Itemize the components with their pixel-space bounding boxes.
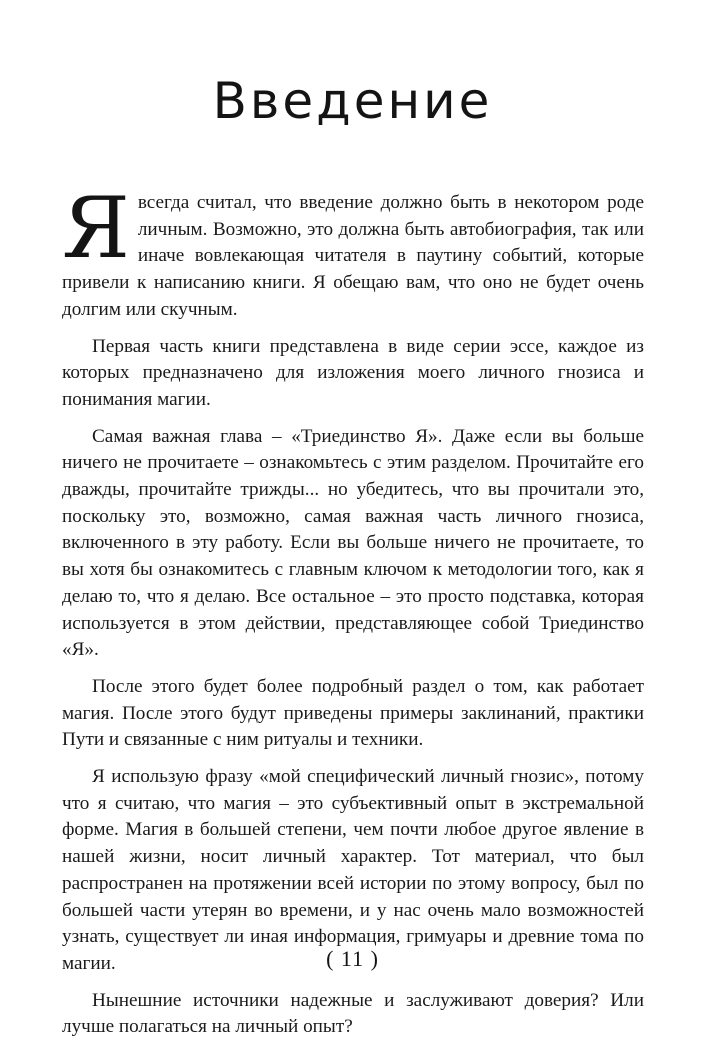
- paragraph-2: Первая часть книги представлена в виде серии эссе, каждое из которых предназначено для изложения моего личного гнозиса и понимания магии.: [62, 335, 644, 410]
- paragraph-3: Самая важная глава – «Триединство Я». Даже если вы больше ничего не прочитаете – ознакомьтесь с этим разделом. Прочитайте его дважды, прочитайте трижды... но убедитесь, что вы прочитали это, поскольку это, возможно, самая важная часть личного гнозиса, включенного в эту работу. Если вы больше ничего не прочитаете, то вы хотя бы ознакомитесь с главным ключом к методологии того, как я делаю то, что я делаю. Все остальное – это просто подставка, которая используется в этом действии, представляющее собой Триединство «Я».: [62, 425, 644, 661]
- paragraph-1: [62, 179, 644, 324]
- paragraph-4: После этого будет более подробный раздел о том, как работает магия. После этого будут приведены примеры заклинаний, практики Пути и связанные с ним ритуалы и техники.: [62, 675, 644, 751]
- chapter-title: Введение: [212, 72, 493, 130]
- paragraph-6: Нынешние источники надежные и заслуживают доверия? Или лучше полагаться на личный опыт?: [62, 989, 644, 1038]
- page-number: ( 11 ): [326, 946, 379, 971]
- chapter-body: [62, 179, 644, 1051]
- drop-cap: Я: [62, 179, 130, 277]
- paragraph-5: Я использую фразу «мой специфический личный гнозис», потому что я считаю, что магия – это субъективный опыт в экстремальной форме. Магия в большей степени, чем почти любое другое явление в нашей жизни, носит личный характер. Тот материал, что был распространен на протяжении всей истории по этому вопросу, был по большей части утерян во времени, и у нас очень мало возможностей узнать, существует ли иная информация, гримуары и древние тома по магии.: [62, 766, 644, 974]
- paragraph-1-text: всегда считал, что введение должно быть в некотором роде личным. Возможно, это должна быть автобиография, так или иначе вовлекающая читателя в паутину событий, которые привели к написанию книги. Я обещаю вам, что оно не будет очень долгим или скучным.: [62, 192, 644, 320]
